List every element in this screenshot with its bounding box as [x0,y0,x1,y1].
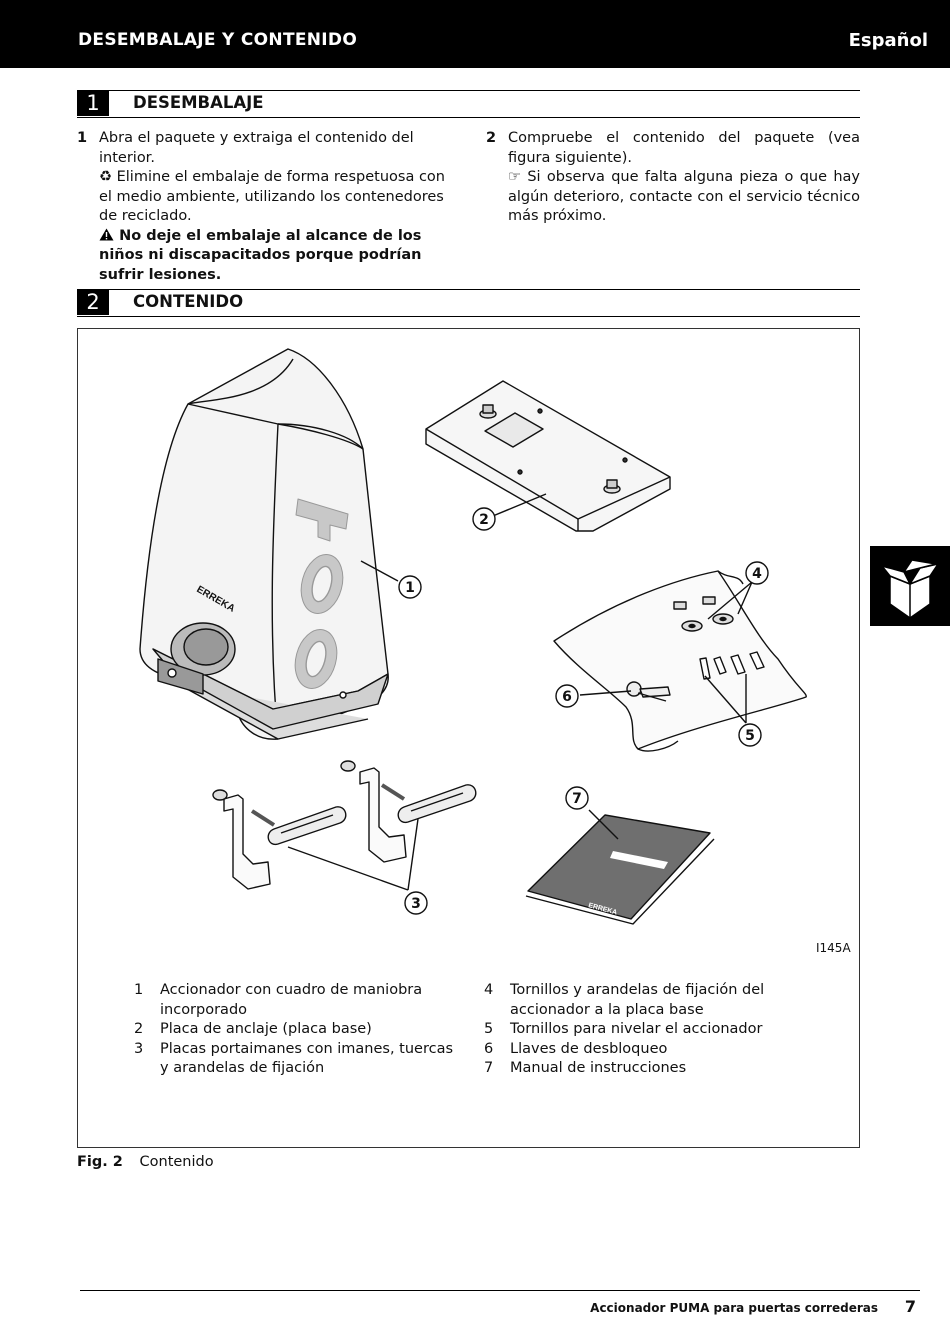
magnet-plates-drawing [213,761,476,889]
section-1-title: DESEMBALAJE [133,93,264,112]
figure-code: I145A [816,941,851,955]
step-1-text: Abra el paquete y extraiga el contenido del interior. [99,130,414,166]
legend-item: 6 Llaves de desbloqueo [484,1040,668,1057]
recycle-icon: ♻ [99,169,112,185]
legend-item: 5 Tornillos para nivelar el accionador [484,1021,763,1037]
svg-text:7: 7 [572,791,582,807]
header-language: Español [848,30,928,51]
figure-caption-text: Contenido [139,1154,214,1170]
svg-text:1: 1 [405,580,415,596]
step-1 [77,129,453,285]
step-2 [486,129,860,227]
base-plate-drawing [426,381,670,531]
svg-text:5: 5 [745,728,755,744]
callout-1 [399,576,421,598]
pointing-hand-icon: ☞ [508,169,521,185]
header-title: DESEMBALAJE Y CONTENIDO [78,30,358,50]
svg-text:2: 2 [479,512,489,528]
hardware-bag-drawing [554,571,806,751]
section-2-number: 2 [77,290,109,315]
note-text: Si observa que falta alguna pieza o que hay algún deterioro, contacte con el servicio técnico más próximo. [508,169,861,224]
legend-item: 4 Tornillos y arandelas de fijación del accionador a la placa base [484,982,765,1018]
callout-5 [739,724,761,746]
svg-text:ERREKA: ERREKA [194,584,237,615]
page-header [0,0,950,68]
footer-divider [80,1290,920,1291]
step-2-text: Compruebe el contenido del paquete (vea figura siguiente). [508,130,860,166]
footer-title: Accionador PUMA para puertas correderas [590,1301,878,1315]
manual-drawing [526,815,714,924]
svg-text:6: 6 [562,689,572,705]
legend-item: 7 Manual de instrucciones [484,1060,687,1076]
warning-triangle-icon [99,228,119,244]
section-1-number: 1 [77,91,109,116]
legend-item: 1 Accionador con cuadro de maniobra incorporado [134,982,423,1018]
chapter-tab [870,546,950,626]
open-box-icon [870,546,950,626]
actuator-drawing [140,349,388,739]
svg-text:4: 4 [752,566,762,582]
step-2-number: 2 [486,130,497,146]
section-1-heading [77,90,860,118]
svg-text:ERREKA: ERREKA [587,902,618,917]
legend-left [134,981,454,1079]
callout-6 [556,685,578,707]
callout-4 [746,562,768,584]
section-2-heading [77,289,860,317]
callout-2 [473,508,495,530]
figure-caption-label: Fig. 2 [77,1154,123,1170]
figure-caption [77,1154,214,1170]
svg-text:3: 3 [411,896,421,912]
legend-item: 2 Placa de anclaje (placa base) [134,1021,372,1037]
callout-3 [405,892,427,914]
callout-7 [566,787,588,809]
legend-item: 3 Placas portaimanes con imanes, tuercas y arandelas de fijación [134,1040,454,1076]
legend-right [484,981,784,1079]
page-number: 7 [904,1297,916,1316]
step-1-number: 1 [77,130,88,146]
warning-text: No deje el embalaje al alcance de los niños ni discapacitados porque podrían sufrir lesiones. [99,227,422,283]
recycle-text: Elimine el embalaje de forma respetuosa con el medio ambiente, utilizando los contenedores de reciclado. [99,169,445,224]
section-2-title: CONTENIDO [133,292,244,311]
